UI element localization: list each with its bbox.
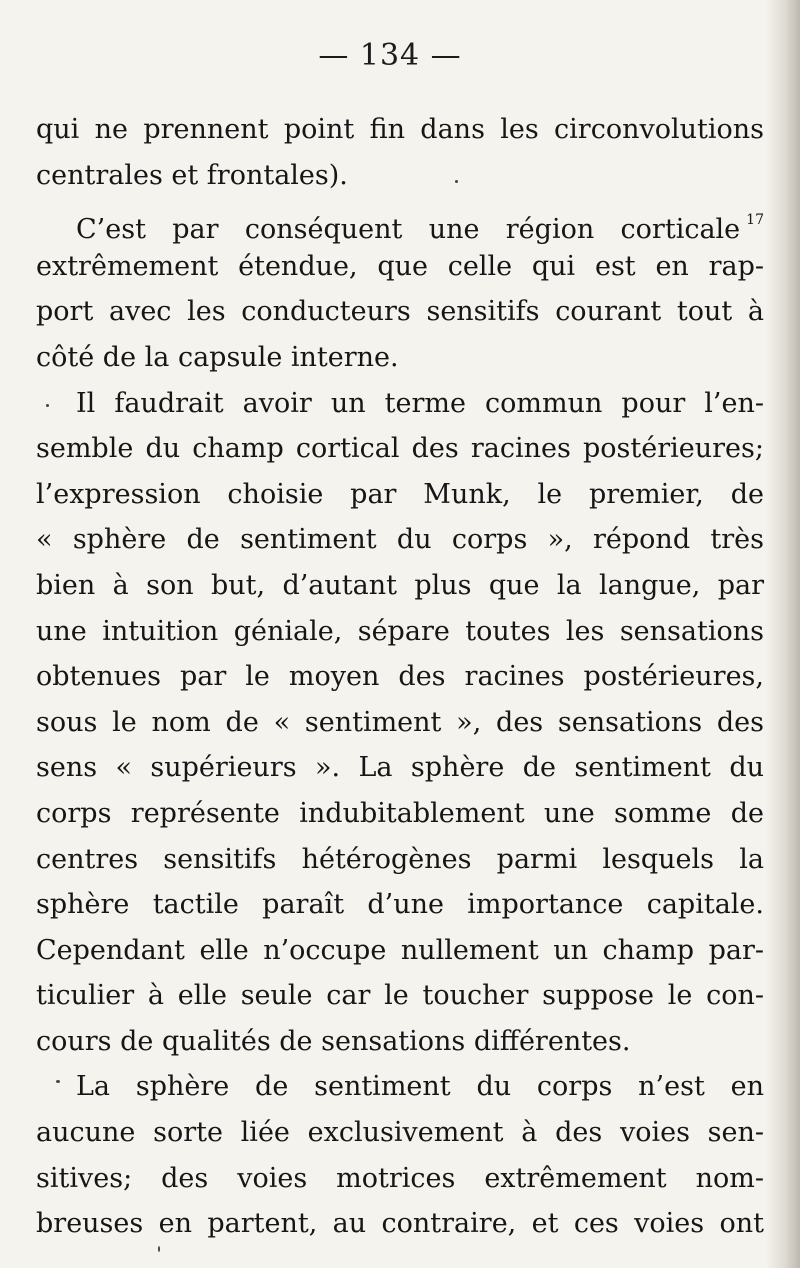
- text-line: [36, 882, 764, 928]
- text-line-content: obtenues par le moyen des racines postérieures,: [36, 661, 764, 693]
- text-line-content: corps représente indubitablement une somme de: [36, 797, 764, 829]
- text-line: [36, 1110, 764, 1156]
- text-line-content: semble du champ cortical des racines postérieures;: [36, 433, 764, 465]
- text-line: [36, 381, 764, 427]
- print-speck: [46, 404, 49, 407]
- text-line: [36, 289, 764, 335]
- text-line-content: bien à son but, d’autant plus que la langue, par: [36, 569, 764, 601]
- page-edge-shadow: [766, 0, 800, 1268]
- text-line: [36, 700, 764, 746]
- text-line-content: l’expression choisie par Munk, le premier, de: [36, 478, 764, 510]
- text-line-content: côté de la capsule interne.: [36, 341, 399, 373]
- text-line-content: ticulier à elle seule car le toucher suppose le con-: [36, 980, 764, 1012]
- text-line-content: sphère tactile paraît d’une importance capitale.: [36, 889, 764, 921]
- text-line-content: extrêmement étendue, que celle qui est en rap-: [36, 250, 764, 282]
- text-line: [36, 609, 764, 655]
- text-line: [36, 198, 764, 244]
- text-line: [36, 837, 764, 883]
- text-line-content: une intuition géniale, sépare toutes les sensations: [36, 615, 764, 647]
- text-line: [36, 928, 764, 974]
- print-speck: [158, 1246, 160, 1252]
- body-text: [36, 107, 764, 1247]
- text-line: [36, 472, 764, 518]
- text-line: [36, 563, 764, 609]
- text-line: [36, 426, 764, 472]
- text-line: [36, 107, 764, 153]
- text-line-content: cours de qualités de sensations différentes.: [36, 1025, 631, 1057]
- text-line-content: sous le nom de « sentiment », des sensations des: [36, 706, 764, 738]
- text-line-content: centrales et frontales).: [36, 159, 348, 191]
- text-line-content: qui ne prennent point fin dans les circonvolutions: [36, 114, 764, 145]
- text-line-content: centres sensitifs hétérogènes parmi lesquels la: [36, 843, 764, 875]
- text-line: [36, 244, 764, 290]
- text-line-content: sens « supérieurs ». La sphère de sentiment du: [36, 752, 764, 784]
- text-line-content: La sphère de sentiment du corps n’est en: [76, 1071, 764, 1103]
- text-line-content: sitives; des voies motrices extrêmement nom-: [36, 1162, 764, 1194]
- text-line: [36, 791, 764, 837]
- text-line: [36, 1201, 764, 1247]
- text-line: [36, 153, 764, 199]
- text-line: [36, 517, 764, 563]
- text-line: [36, 1019, 764, 1065]
- text-line: [36, 745, 764, 791]
- text-line-content: aucune sorte liée exclusivement à des voies sen-: [36, 1117, 764, 1149]
- print-speck: [455, 180, 458, 183]
- text-line-content: « sphère de sentiment du corps », répond très: [36, 524, 764, 556]
- text-line: [36, 1156, 764, 1202]
- print-speck: [56, 1080, 60, 1083]
- text-line: [36, 654, 764, 700]
- text-line: [36, 973, 764, 1019]
- text-line-content: C’est par conséquent une région corticale: [76, 214, 741, 246]
- text-line-content: breuses en partent, au contraire, et ces voies ont: [36, 1208, 764, 1240]
- text-line-content: port avec les conducteurs sensitifs courant tout à: [36, 296, 764, 328]
- page-number: — 134 —: [318, 38, 462, 73]
- text-line-content: Il faudrait avoir un terme commun pour l’en-: [76, 387, 764, 419]
- text-line-content: Cependant elle n’occupe nullement un champ par-: [36, 934, 764, 966]
- margin-note-number: 17: [746, 212, 764, 229]
- text-line: [36, 335, 764, 381]
- text-line: [36, 1064, 764, 1110]
